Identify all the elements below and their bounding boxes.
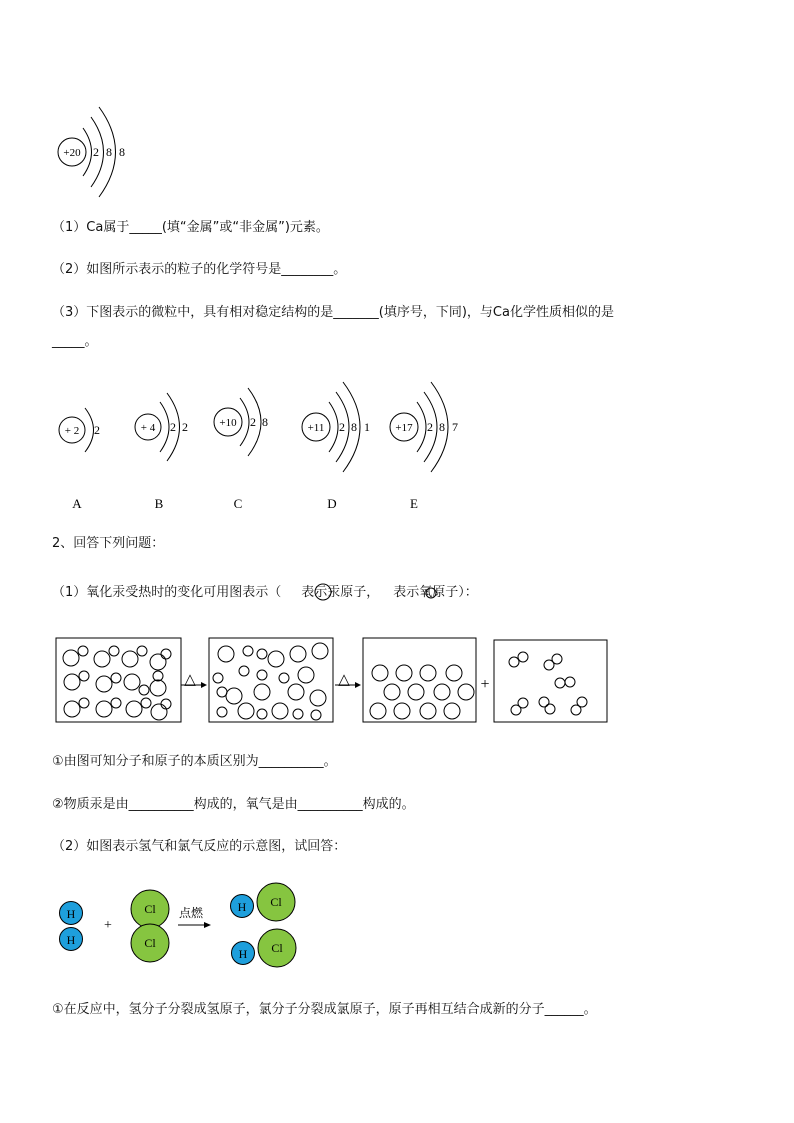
hcl-1-hydrogen-label: H	[237, 900, 247, 914]
ca-shell-count-2: 8	[106, 145, 112, 159]
separated-atoms	[213, 643, 328, 720]
particle-d-shell-count-2: 8	[351, 420, 357, 434]
reaction-plus: +	[104, 918, 112, 933]
particle-e-nucleus-charge: +17	[395, 422, 413, 434]
hydrogen-molecule	[60, 902, 83, 951]
particle-e-shell-count-2: 8	[439, 420, 445, 434]
mercury-atoms	[370, 665, 474, 719]
particle-a-letter: A	[72, 496, 82, 511]
question-3-line-2: _____。	[52, 334, 98, 349]
question-1: （1）Ca属于_____(填“金属”或“非金属”)元素。	[52, 220, 329, 235]
chlorine-atom-2-label: Cl	[144, 936, 156, 950]
sub-question-1-intro	[52, 584, 478, 602]
heat-symbol-1: △	[184, 672, 196, 688]
question-2: （2）如图所示表示的粒子的化学符号是________。	[52, 262, 347, 277]
ca-nucleus-charge: +20	[63, 147, 81, 159]
section-2-title: 2、回答下列问题：	[52, 536, 165, 551]
particle-b-nucleus-charge: + 4	[140, 422, 156, 434]
box-mercury-atoms	[363, 638, 476, 722]
oxygen-molecules	[509, 652, 587, 715]
hydrogen-atom-1-label: H	[66, 907, 76, 921]
heat-arrow-2	[335, 672, 361, 688]
particle-e-shell-count-3: 7	[452, 420, 458, 434]
box-mercury-atoms-frame	[363, 638, 476, 722]
hydrogen-atom-2-label: H	[66, 933, 76, 947]
particle-a-diagram	[59, 408, 100, 511]
question-3-line-1: （3）下图表示的微粒中，具有相对稳定结构的是_______(填序号，下同)，与Ca化学性质相似的是	[52, 305, 614, 320]
particle-b-shell-count-1: 2	[170, 420, 176, 434]
blank-question-3: ①在反应中，氢分子分裂成氢原子，氯分子分裂成氯原子，原子再相互结合成新的分子______。	[52, 1002, 597, 1017]
box-separated-atoms-frame	[209, 638, 333, 722]
arrow-1-head	[201, 682, 207, 688]
ca-shell-arc-1	[83, 128, 92, 176]
particle-c-nucleus-charge: +10	[219, 417, 237, 429]
particle-d-nucleus-charge: +11	[307, 422, 325, 434]
ignition-condition: 点燃	[178, 906, 204, 920]
ca-shell-count-3: 8	[119, 145, 125, 159]
particle-e-shell-count-1: 2	[427, 420, 433, 434]
sub-question-1-mid: 表示汞原子，	[301, 585, 380, 600]
hcl-2-chlorine-label: Cl	[271, 941, 283, 955]
hcl-1-chlorine-label: Cl	[270, 895, 282, 909]
reaction-arrow-head	[204, 922, 211, 928]
particle-b-shell-count-2: 2	[182, 420, 188, 434]
mercury-oxide-molecules	[63, 646, 171, 720]
hcl-molecule-1	[231, 883, 296, 921]
plus-sign-boxes: +	[480, 676, 490, 693]
sub-question-1-prefix: （1）氧化汞受热时的变化可用图表示（	[52, 585, 282, 600]
box-separated-atoms	[209, 638, 333, 722]
blank-question-1: ①由图可知分子和原子的本质区别为__________。	[52, 754, 337, 769]
particle-b-letter: B	[154, 496, 164, 511]
particle-c-shell-count-2: 8	[262, 415, 268, 429]
particle-a-shell-arc	[85, 408, 94, 452]
reaction-diagram	[60, 883, 297, 967]
particle-d-shell-count-3: 1	[364, 420, 370, 434]
hcl-molecule-2	[232, 929, 297, 967]
particle-d-letter: D	[327, 496, 337, 511]
particle-c-shell-count-1: 2	[250, 415, 256, 429]
heat-symbol-2: △	[338, 672, 350, 688]
particle-c-shell-arc-1	[240, 398, 249, 446]
particle-e-diagram	[390, 382, 458, 511]
blank-question-2: ②物质汞是由__________构成的，氧气是由__________构成的。	[52, 797, 415, 812]
particle-c-diagram	[214, 388, 268, 511]
particle-b-diagram	[135, 393, 188, 511]
particle-e-letter: E	[410, 496, 418, 511]
sub-question-2-intro: （2）如图表示氢气和氯气反应的示意图，试回答：	[52, 839, 347, 854]
particle-a-shell-count-1: 2	[94, 423, 100, 437]
particle-d-shell-count-1: 2	[339, 420, 345, 434]
chlorine-atom-1-label: Cl	[144, 902, 156, 916]
particle-a-nucleus-charge: + 2	[64, 425, 80, 437]
box-mercury-oxide	[56, 638, 181, 722]
ca-shell-count-1: 2	[93, 145, 99, 159]
hcl-2-hydrogen-label: H	[238, 947, 248, 961]
ca-atom-diagram	[58, 107, 125, 197]
sub-question-1-suffix: 表示氧原子）：	[393, 585, 478, 600]
chlorine-molecule	[131, 890, 169, 962]
box-oxygen-molecules	[494, 640, 607, 722]
arrow-2-head	[355, 682, 361, 688]
particle-c-letter: C	[233, 496, 243, 511]
particle-d-diagram	[302, 382, 370, 511]
heat-arrow-1	[181, 672, 207, 688]
